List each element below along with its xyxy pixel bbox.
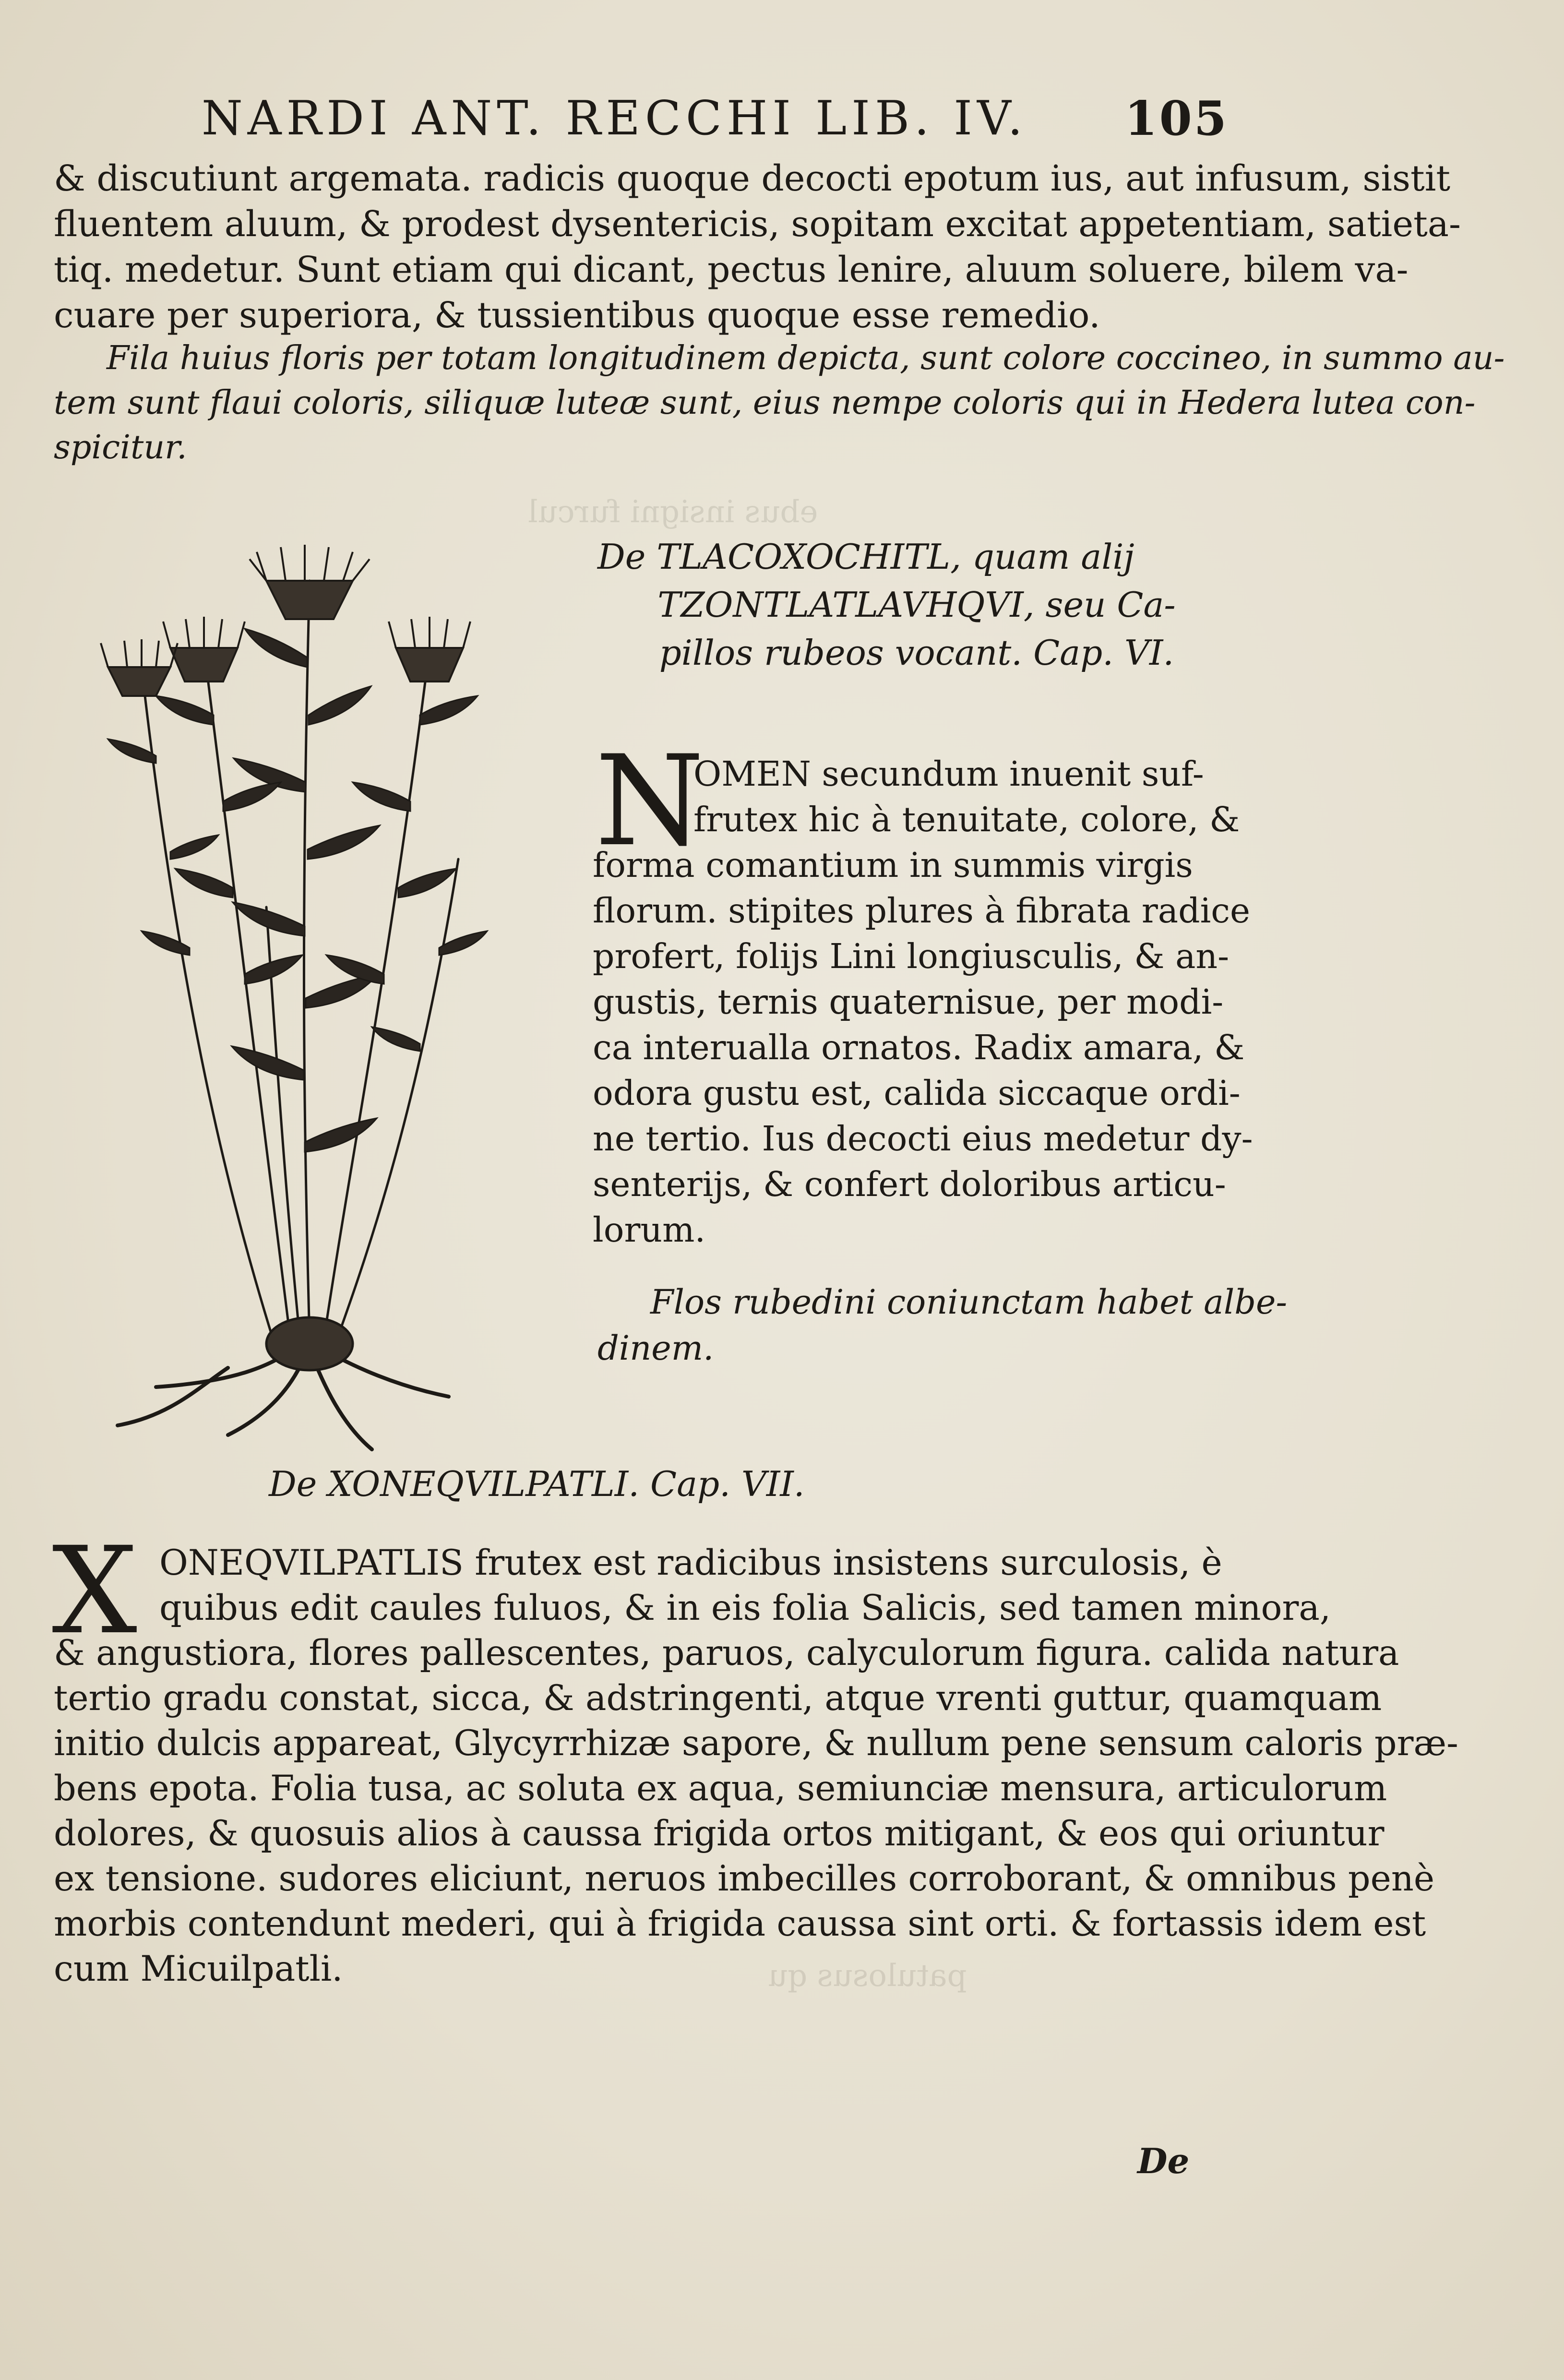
page-header xyxy=(202,91,1229,158)
text-line: cum Micuilpatli. xyxy=(54,1949,343,1989)
chapter-vi-note xyxy=(597,1279,1288,1371)
text-line: spicitur. xyxy=(54,429,187,466)
text-line: & angustiora, flores pallescentes, paruos, calyculorum figura. calida natura xyxy=(54,1633,1399,1674)
text-line: dinem. xyxy=(597,1328,714,1368)
text-line: initio dulcis appareat, Glycyrrhizæ sapore, & nullum pene sensum caloris præ- xyxy=(54,1723,1458,1764)
text-line: Fila huius floris per totam longitudinem depicta, sunt colore coccineo, in summo au- xyxy=(107,339,1505,377)
page-number: 105 xyxy=(1124,91,1229,146)
text-line: morbis contendunt mederi, qui à frigida caussa sint orti. & fortassis idem est xyxy=(54,1903,1426,1944)
text-line: quibus edit caules fuluos, & in eis folia Salicis, sed tamen minora, xyxy=(159,1588,1331,1628)
text-line: ex tensione. sudores eliciunt, neruos imbecilles corroborant, & omnibus penè xyxy=(54,1858,1435,1899)
text-line: tertio gradu constat, sicca, & adstringenti, atque vrenti guttur, quamquam xyxy=(54,1678,1382,1719)
text-line: fluentem aluum, & prodest dysentericis, sopitam excitat appetentiam, satieta- xyxy=(54,203,1461,245)
text-line: bens epota. Folia tusa, ac soluta ex aqua, semiunciæ mensura, articulorum xyxy=(54,1768,1387,1809)
text-line: OMEN secundum inuenit suf- xyxy=(693,754,1204,794)
text-line: florum. stipites plures à fibrata radice xyxy=(593,891,1251,931)
catchword: De xyxy=(1137,2141,1190,2181)
text-line: & discutiunt argemata. radicis quoque decocti epotum ius, aut infusum, sistit xyxy=(54,158,1451,199)
paragraph-top xyxy=(54,156,1461,338)
text-line: tiq. medetur. Sunt etiam qui dicant, pectus lenire, aluum soluere, bilem va- xyxy=(54,249,1409,290)
title-line: De TLACOXOCHITL, quam alij xyxy=(597,537,1134,577)
text-line: senterijs, & confert doloribus articu- xyxy=(593,1164,1226,1204)
dropcap-x: X xyxy=(52,1521,137,1661)
text-line: ne tertio. Ius decocti eius medetur dy- xyxy=(593,1119,1253,1159)
chapter-vi-title xyxy=(597,533,1236,677)
show-through-text: patulosus qu xyxy=(768,1958,967,1994)
show-through-text: ebus insigni furcul xyxy=(528,494,818,530)
chapter-vii-title: De XONEQVILPATLI. Cap. VII. xyxy=(269,1464,805,1504)
text-line: tem sunt flaui coloris, siliquæ luteæ sunt, eius nempe coloris qui in Hedera lutea con- xyxy=(54,384,1476,422)
title-line: TZONTLATLAVHQVI, seu Ca- xyxy=(657,585,1176,625)
note-top xyxy=(54,336,1505,470)
text-line: profert, folijs Lini longiusculis, & an- xyxy=(593,936,1230,976)
chapter-vi-body xyxy=(593,729,1253,1253)
text-line: lorum. xyxy=(593,1210,706,1250)
chapter-vii-body xyxy=(52,1521,1458,1992)
dropcap-n: N xyxy=(595,729,704,874)
text-line: ONEQVILPATLIS frutex est radicibus insistens surculosis, è xyxy=(159,1543,1222,1583)
text-line: dolores, & quosuis alios à caussa frigida ortos mitigant, & eos qui oriuntur xyxy=(54,1813,1385,1854)
text-line: odora gustu est, calida siccaque ordi- xyxy=(593,1073,1241,1113)
title-line: pillos rubeos vocant. Cap. VI. xyxy=(659,633,1174,673)
plant-woodcut-illustration xyxy=(84,523,525,1459)
text-line: forma comantium in summis virgis xyxy=(593,845,1193,885)
text-line: ca interualla ornatos. Radix amara, & xyxy=(593,1028,1245,1067)
running-head: NARDI ANT. RECCHI LIB. IV. xyxy=(202,91,1027,146)
text-line: gustis, ternis quaternisue, per modi- xyxy=(593,982,1224,1022)
text-line: cuare per superiora, & tussientibus quoque esse remedio. xyxy=(54,295,1100,336)
text-line: Flos rubedini coniunctam habet albe- xyxy=(650,1282,1288,1322)
text-line: frutex hic à tenuitate, colore, & xyxy=(693,800,1240,839)
